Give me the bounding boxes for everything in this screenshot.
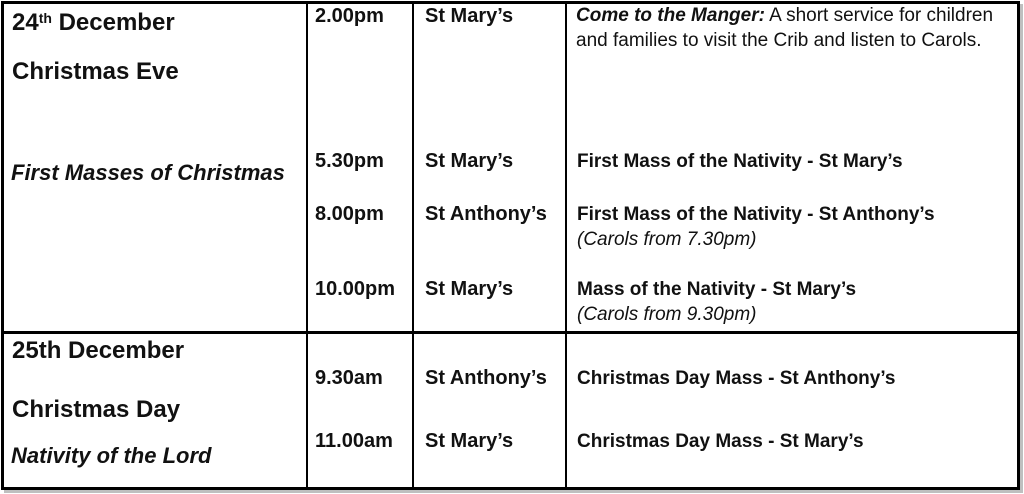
section1-date <box>12 3 175 38</box>
event-note: (Carols from 9.30pm) <box>577 304 757 325</box>
event-description-rest: A short service for children and families to visit the Crib and listen to Carols. <box>576 5 994 51</box>
column-divider-3 <box>565 4 567 487</box>
section2-subtitle: Nativity of the Lord <box>11 443 212 468</box>
event-title: Christmas Day Mass - St Mary’s <box>577 431 864 452</box>
event-description <box>577 277 1013 327</box>
section1-subtitle: First Masses of Christmas <box>11 160 285 185</box>
section2-occasion: Christmas Day <box>12 396 181 423</box>
section2-date: 25th December <box>12 337 185 364</box>
section1-occasion: Christmas Eve <box>12 58 179 85</box>
event-time: 10.00pm <box>315 278 396 300</box>
column-divider-2 <box>412 4 414 487</box>
event-note: (Carols from 7.30pm) <box>577 229 757 250</box>
event-time: 9.30am <box>315 367 383 389</box>
event-description <box>577 202 1013 252</box>
section1-date-ordinal: th <box>38 10 52 26</box>
event-title: First Mass of the Nativity - St Mary’s <box>577 151 903 172</box>
event-title: Christmas Day Mass - St Anthony’s <box>577 368 896 389</box>
event-location: St Mary’s <box>425 5 514 27</box>
event-time: 2.00pm <box>315 5 384 27</box>
event-description <box>577 429 1013 454</box>
column-divider-1 <box>306 4 308 487</box>
event-location: St Mary’s <box>425 430 514 452</box>
event-description <box>577 149 1013 174</box>
event-time: 8.00pm <box>315 203 384 225</box>
event-title: Mass of the Nativity - St Mary’s <box>577 279 857 300</box>
event-description <box>577 366 1013 391</box>
event-description-lead: Come to the Manger: <box>576 5 765 26</box>
event-title: First Mass of the Nativity - St Anthony’s <box>577 204 935 225</box>
event-location: St Anthony’s <box>425 203 547 225</box>
event-time: 11.00am <box>315 430 393 452</box>
event-time: 5.30pm <box>315 150 384 172</box>
event-description <box>576 3 1012 53</box>
section1-date-day: 24 <box>12 9 39 36</box>
event-location: St Mary’s <box>425 150 514 172</box>
event-location: St Mary’s <box>425 278 514 300</box>
section-divider <box>4 331 1017 334</box>
event-location: St Anthony’s <box>425 367 547 389</box>
section1-date-month: December <box>51 9 175 36</box>
